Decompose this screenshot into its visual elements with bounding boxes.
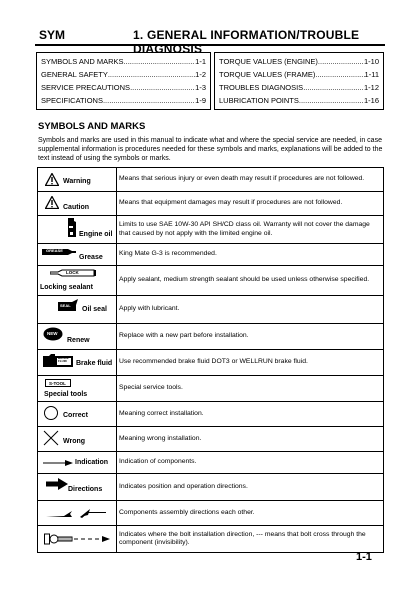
page-header — [35, 28, 385, 56]
table-row — [38, 296, 384, 324]
symbol-description: Indication of components. — [117, 452, 384, 474]
symbol-cell — [38, 452, 117, 474]
symbol-description: Indicates where the bolt installation direction, --- means that bolt cross through the component (invisibility). — [117, 526, 384, 553]
lock-icon-text: LOCK — [66, 270, 79, 275]
symbol-label: Caution — [63, 204, 90, 211]
indication-arrow-icon — [43, 459, 73, 467]
symbols-table — [37, 167, 384, 553]
symbol-label: Indication — [75, 459, 109, 466]
symbol-cell — [38, 216, 117, 244]
table-row — [38, 427, 384, 452]
symbol-description: Meaning wrong installation. — [117, 427, 384, 452]
symbol-cell — [38, 296, 117, 324]
symbol-label: Warning — [63, 178, 91, 185]
symbol-description: Apply with lubricant. — [117, 296, 384, 324]
symbol-cell — [38, 266, 117, 296]
s-tool-icon-text: S-TOOL — [49, 381, 66, 386]
symbol-cell — [38, 526, 117, 553]
symbol-label: Wrong — [63, 438, 86, 445]
symbol-cell — [38, 168, 117, 192]
toc-right-box — [214, 52, 384, 110]
section-intro: Symbols and marks are used in this manual to indicate what and where the special service are needed, in case supplemental information is procedures needed for these symbols and marks, explanations will be added to the text instead of using the symbols or marks. — [38, 137, 383, 162]
assembly-direction-arrows-icon — [46, 507, 106, 519]
bolt-direction-icon — [44, 532, 110, 546]
chapter-title: 1. GENERAL INFORMATION/TROUBLE DIAGNOSIS — [133, 28, 360, 56]
symbol-cell — [38, 376, 117, 402]
symbol-label: Brake fluid — [76, 360, 113, 367]
toc-entry[interactable]: TROUBLES DIAGNOSIS ..... 1-12 — [219, 81, 379, 94]
table-row — [38, 324, 384, 350]
symbol-description: Means that equipment damages may result if procedures are not followed. — [117, 192, 384, 216]
table-row — [38, 526, 384, 553]
symbol-label: Locking sealant — [40, 284, 93, 291]
symbol-label: Grease — [79, 254, 103, 261]
brake-fluid-icon-text: BRAKE FLUID — [58, 356, 69, 364]
seal-icon-text: SEAL — [60, 303, 71, 308]
page-number: 1-1 — [356, 551, 372, 563]
symbol-label: Correct — [63, 412, 88, 419]
table-row — [38, 168, 384, 192]
symbol-cell — [38, 324, 117, 350]
symbol-description: Apply sealant, medium strength sealant should be used unless otherwise specified. — [117, 266, 384, 296]
table-row — [38, 474, 384, 501]
symbol-description: Meaning correct installation. — [117, 402, 384, 427]
toc-entry[interactable]: SPECIFICATIONS ..... 1-9 — [41, 94, 206, 107]
symbol-cell — [38, 474, 117, 501]
correct-circle-icon — [43, 405, 59, 421]
toc-entry[interactable]: TORQUE VALUES (FRAME) ..... 1-11 — [219, 68, 379, 81]
symbol-label: Oil seal — [82, 306, 107, 313]
symbol-cell — [38, 427, 117, 452]
symbol-description: Use recommended brake fluid DOT3 or WELLRUN brake fluid. — [117, 350, 384, 376]
symbol-cell — [38, 350, 117, 376]
toc-entry[interactable]: TORQUE VALUES (ENGINE) ..... 1-10 — [219, 55, 379, 68]
symbol-cell — [38, 244, 117, 266]
section-title: SYMBOLS AND MARKS — [38, 121, 146, 132]
table-row — [38, 452, 384, 474]
symbol-description: Limits to use SAE 10W-30 API SH/CD class oil. Warranty will not cover the damage that caused by not apply with the limited engine oil. — [117, 216, 384, 244]
new-icon-text: NEW — [47, 331, 58, 336]
symbol-label: Directions — [68, 486, 103, 493]
table-row — [38, 192, 384, 216]
symbol-description: Special service tools. — [117, 376, 384, 402]
symbol-description: Means that serious injury or even death may result if procedures are not followed. — [117, 168, 384, 192]
table-row — [38, 501, 384, 526]
grease-icon-text: GREASE — [46, 248, 63, 253]
toc-left-box — [36, 52, 211, 110]
table-row — [38, 350, 384, 376]
symbol-cell — [38, 501, 117, 526]
toc-entry[interactable]: LUBRICATION POINTS ..... 1-16 — [219, 94, 379, 107]
toc-entry[interactable]: SERVICE PRECAUTIONS ..... 1-3 — [41, 81, 206, 94]
toc-entry[interactable]: GENERAL SAFETY ..... 1-2 — [41, 68, 206, 81]
symbol-description: Replace with a new part before installation. — [117, 324, 384, 350]
table-row — [38, 216, 384, 244]
warning-triangle-icon — [45, 173, 59, 186]
caution-triangle-icon — [45, 196, 59, 209]
table-row — [38, 266, 384, 296]
engine-oil-can-icon — [66, 218, 78, 238]
symbol-label: Special tools — [44, 391, 88, 398]
symbol-cell — [38, 192, 117, 216]
wrong-cross-icon — [43, 430, 59, 446]
table-row — [38, 402, 384, 427]
symbol-description: Components assembly directions each other. — [117, 501, 384, 526]
header-brand: SYM — [39, 28, 66, 42]
table-row — [38, 376, 384, 402]
table-row — [38, 244, 384, 266]
symbol-label: Renew — [67, 337, 90, 344]
direction-arrow-icon — [46, 478, 68, 490]
toc-entry[interactable]: SYMBOLS AND MARKS ..... 1-1 — [41, 55, 206, 68]
symbol-description: King Mate G-3 is recommended. — [117, 244, 384, 266]
symbol-description: Indicates position and operation directions. — [117, 474, 384, 501]
symbol-cell — [38, 402, 117, 427]
symbol-label: Engine oil — [79, 231, 113, 238]
